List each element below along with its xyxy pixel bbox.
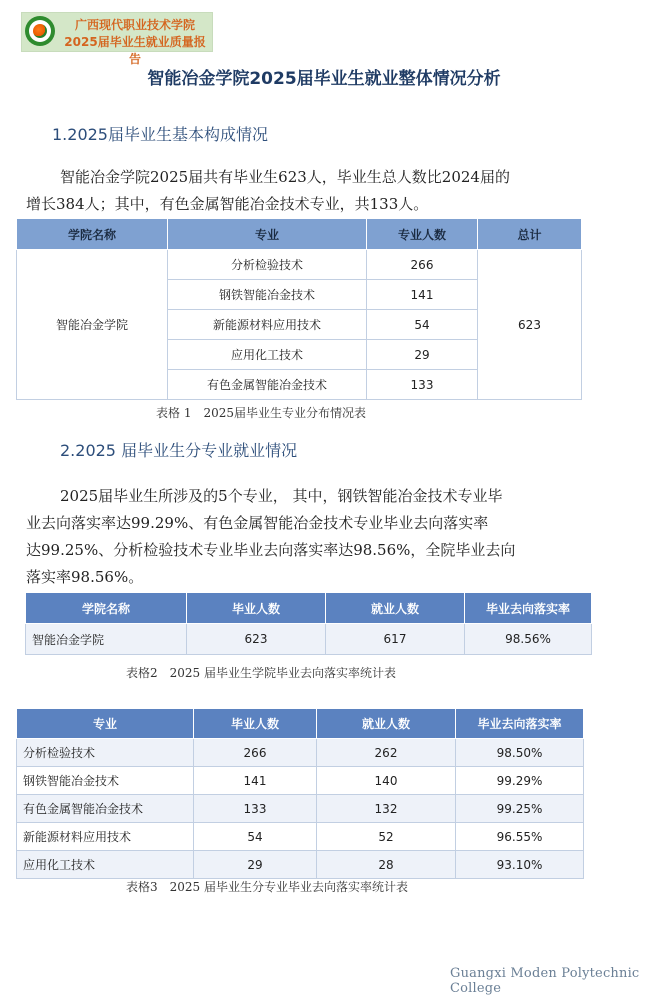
section2-paragraph-line2: 业去向落实率达99.29%、有色金属智能冶金技术专业毕业去向落实率 <box>26 514 489 532</box>
section2-paragraph-line4: 落实率98.56%。 <box>26 568 144 586</box>
table1-caption: 表格 1 2025届毕业生专业分布情况表 <box>156 406 366 420</box>
rate-cell: 96.55% <box>456 823 584 851</box>
section2-paragraph <box>26 483 601 591</box>
college-logo-icon <box>25 16 55 46</box>
employed-cell: 52 <box>317 823 456 851</box>
employed-cell: 132 <box>317 795 456 823</box>
major-cell: 有色金属智能冶金技术 <box>168 370 367 400</box>
table-header-cell: 专业 <box>168 219 367 250</box>
major-employment-table <box>16 708 584 879</box>
count-cell: 29 <box>367 340 478 370</box>
table-header-cell: 毕业人数 <box>194 709 317 739</box>
count-cell: 133 <box>367 370 478 400</box>
major-cell: 应用化工技术 <box>168 340 367 370</box>
major-distribution-table <box>16 218 582 400</box>
table3-caption: 表格3 2025 届毕业生分专业毕业去向落实率统计表 <box>126 880 408 894</box>
total-cell: 623 <box>478 250 582 400</box>
header-college-name: 广西现代职业技术学院 <box>74 18 195 32</box>
header-report-name: 2025届毕业生就业质量报告 <box>64 35 206 66</box>
table-header-row <box>17 219 582 250</box>
rate-cell: 93.10% <box>456 851 584 879</box>
college-name-cell: 智能冶金学院 <box>26 624 187 655</box>
graduates-cell: 133 <box>194 795 317 823</box>
section2-paragraph-line1: 2025届毕业生所涉及的5个专业， 其中，钢铁智能冶金技术专业毕 <box>60 487 503 505</box>
table-header-cell: 毕业去向落实率 <box>456 709 584 739</box>
section2-heading: 2.2025 届毕业生分专业就业情况 <box>60 441 298 460</box>
major-cell: 钢铁智能冶金技术 <box>168 280 367 310</box>
table-row <box>17 767 584 795</box>
count-cell: 141 <box>367 280 478 310</box>
table2-caption: 表格2 2025 届毕业生学院毕业去向落实率统计表 <box>126 666 396 680</box>
table-row <box>17 250 582 280</box>
section1-heading: 1.2025届毕业生基本构成情况 <box>52 125 268 144</box>
count-cell: 54 <box>367 310 478 340</box>
employed-cell: 262 <box>317 739 456 767</box>
table-header-cell: 专业人数 <box>367 219 478 250</box>
table-header-cell: 就业人数 <box>326 593 465 624</box>
section2-paragraph-line3: 达99.25%、分析检验技术专业毕业去向落实率达98.56%，全院毕业去向 <box>26 541 516 559</box>
rate-cell: 99.29% <box>456 767 584 795</box>
section1-paragraph-line1: 智能冶金学院2025届共有毕业生623人，毕业生总人数比2024届的 <box>60 168 510 186</box>
major-cell: 新能源材料应用技术 <box>168 310 367 340</box>
major-cell: 有色金属智能冶金技术 <box>17 795 194 823</box>
major-cell: 应用化工技术 <box>17 851 194 879</box>
table-header-row <box>26 593 592 624</box>
college-name-cell: 智能冶金学院 <box>17 250 168 400</box>
table-header-cell: 专业 <box>17 709 194 739</box>
major-cell: 新能源材料应用技术 <box>17 823 194 851</box>
table-header-cell: 毕业人数 <box>187 593 326 624</box>
graduates-cell: 29 <box>194 851 317 879</box>
count-cell: 266 <box>367 250 478 280</box>
employed-cell: 140 <box>317 767 456 795</box>
college-employment-table <box>25 592 592 655</box>
table-header-cell: 就业人数 <box>317 709 456 739</box>
report-header <box>21 12 213 66</box>
graduates-cell: 141 <box>194 767 317 795</box>
section1-paragraph <box>26 164 596 218</box>
table-row <box>17 795 584 823</box>
table-row <box>17 739 584 767</box>
rate-cell: 98.56% <box>465 624 592 655</box>
major-cell: 钢铁智能冶金技术 <box>17 767 194 795</box>
graduates-cell: 623 <box>187 624 326 655</box>
table-header-cell: 总计 <box>478 219 582 250</box>
section1-paragraph-line2: 增长384人；其中，有色金属智能冶金技术专业，共133人。 <box>26 195 429 213</box>
table-row <box>17 823 584 851</box>
major-cell: 分析检验技术 <box>168 250 367 280</box>
table-header-cell: 毕业去向落实率 <box>465 593 592 624</box>
rate-cell: 98.50% <box>456 739 584 767</box>
rate-cell: 99.25% <box>456 795 584 823</box>
table-row <box>26 624 592 655</box>
major-cell: 分析检验技术 <box>17 739 194 767</box>
table-header-cell: 学院名称 <box>17 219 168 250</box>
employed-cell: 617 <box>326 624 465 655</box>
table-header-cell: 学院名称 <box>26 593 187 624</box>
table-row <box>17 851 584 879</box>
graduates-cell: 54 <box>194 823 317 851</box>
table-header-row <box>17 709 584 739</box>
page-title: 智能冶金学院2025届毕业生就业整体情况分析 <box>147 69 501 89</box>
footer-college-name: Guangxi Moden Polytechnic College <box>450 966 640 996</box>
employed-cell: 28 <box>317 851 456 879</box>
graduates-cell: 266 <box>194 739 317 767</box>
